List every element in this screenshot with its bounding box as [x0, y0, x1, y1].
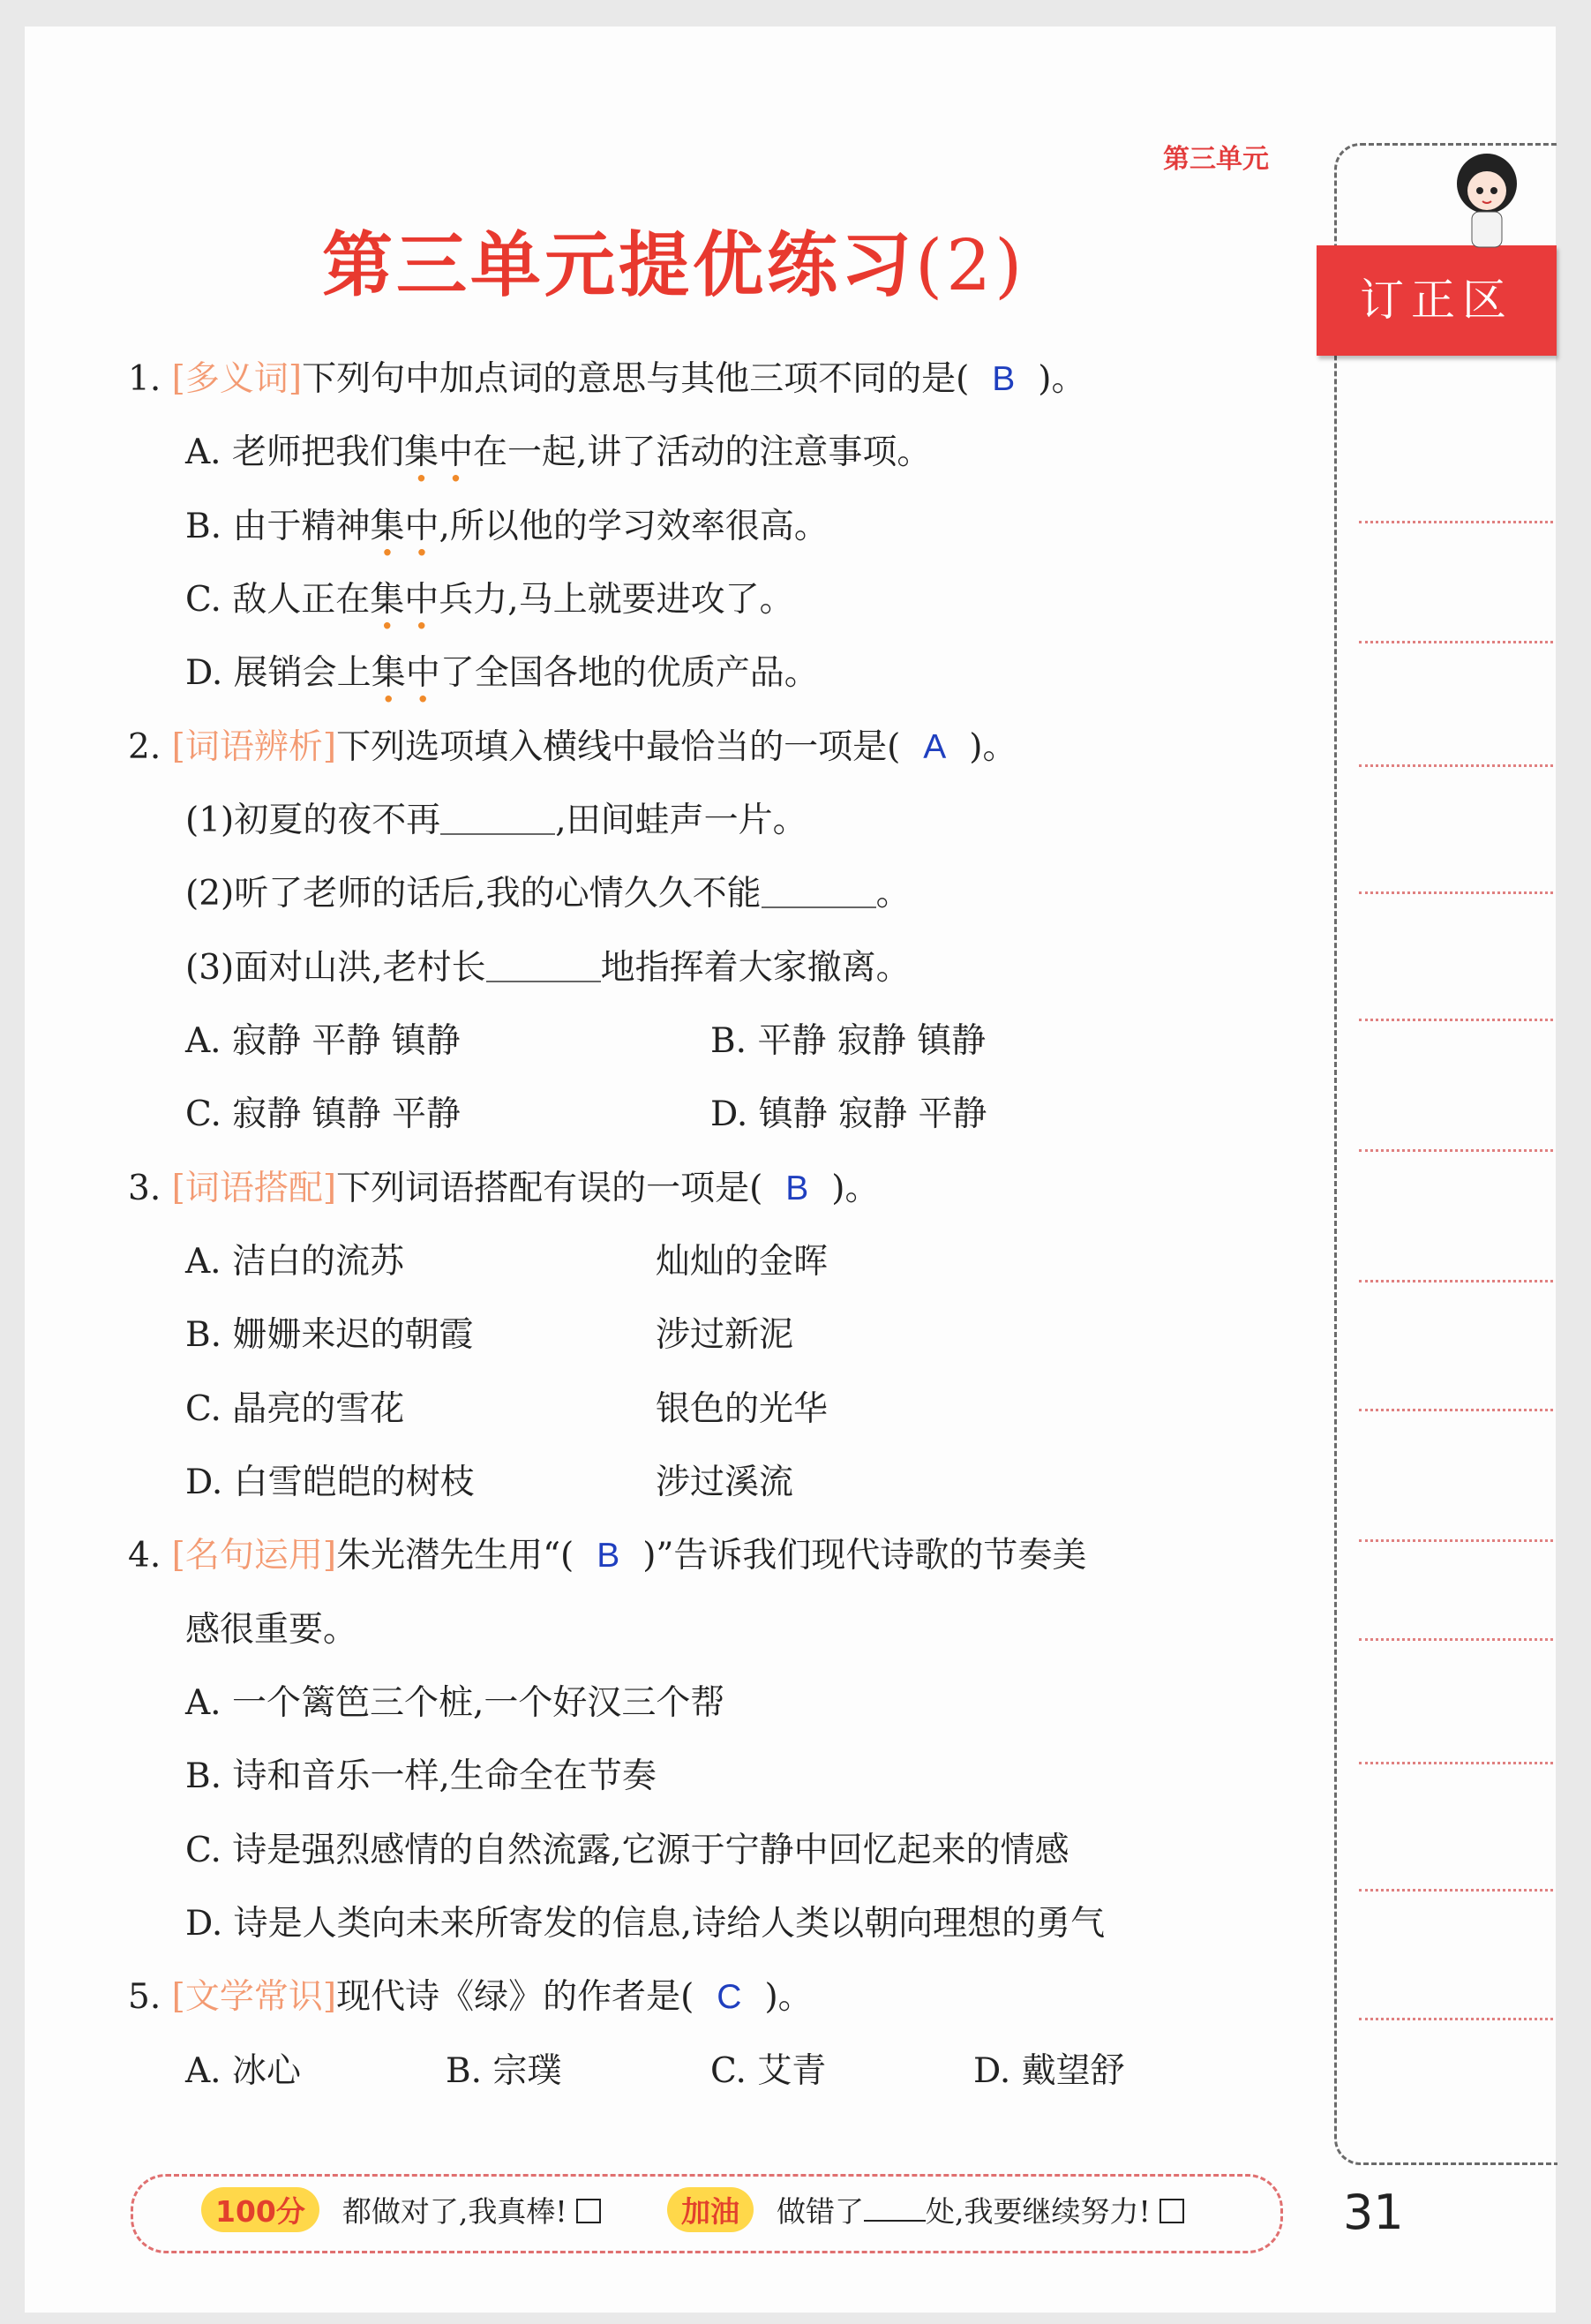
answer: A	[923, 728, 947, 766]
option: A. 寂静 平静 镇静	[185, 1021, 461, 1061]
option-pair: 银色的光华	[656, 1389, 829, 1429]
dotted-char: 集	[370, 507, 405, 546]
score-badge-icon: 100分	[201, 2187, 319, 2232]
question-4	[128, 1534, 1086, 1578]
question-stem: 现代诗《绿》的作者是(	[336, 1977, 694, 2017]
sentence-text: 。	[875, 874, 911, 914]
option-text: A. 老师把我们	[185, 432, 404, 472]
option: D. 镇静 寂静 平静	[710, 1094, 987, 1134]
option-pair: 涉过溪流	[656, 1463, 794, 1502]
blank-line	[440, 803, 555, 835]
option: B. 平静 寂静 镇静	[710, 1021, 987, 1061]
correction-line	[1359, 764, 1553, 767]
option: B. 诗和音乐一样,生命全在节奏	[185, 1756, 657, 1796]
question-tag: [文学常识]	[171, 1977, 337, 2017]
question-number: 1.	[128, 359, 161, 399]
question-end: )。	[969, 727, 1017, 767]
option-pair: 涉过新泥	[656, 1315, 794, 1355]
dotted-char: 中	[404, 507, 439, 546]
cartoon-girl-icon	[1447, 148, 1527, 254]
option	[185, 578, 794, 622]
answer: B	[785, 1170, 809, 1207]
option	[185, 651, 819, 696]
option: B. 宗璞	[446, 2051, 562, 2091]
self-check-text: 做错了	[777, 2194, 864, 2229]
question-3	[128, 1167, 880, 1211]
question-stem: 朱光潜先生用“(	[336, 1536, 574, 1576]
question-2	[128, 726, 1017, 770]
option	[185, 505, 829, 549]
option-text: 在一起,讲了活动的注意事项。	[473, 432, 932, 472]
question-end: )。	[831, 1169, 880, 1208]
correction-line	[1359, 1762, 1553, 1764]
option-text: B. 由于精神	[185, 507, 371, 546]
correction-line	[1359, 1638, 1553, 1641]
option: A. 一个篱笆三个桩,一个好汉三个帮	[185, 1683, 725, 1723]
question-end: )”告诉我们现代诗歌的节奏美	[642, 1536, 1087, 1576]
question-tag: [词语辨析]	[171, 727, 337, 767]
question-tag: [名句运用]	[171, 1536, 337, 1576]
self-check-correct	[201, 2187, 601, 2232]
sentence	[185, 946, 911, 990]
option: D. 白雪皑皑的树枝	[185, 1463, 475, 1502]
answer: B	[597, 1537, 620, 1575]
question-number: 5.	[128, 1977, 161, 2017]
title-number: (2)	[915, 224, 1026, 306]
checkbox[interactable]	[576, 2199, 601, 2223]
sentence-text: (3)面对山洪,老村长	[185, 948, 486, 988]
correction-line	[1359, 1019, 1553, 1021]
sentence-text: ,田间蛙声一片。	[555, 801, 807, 840]
option: A. 冰心	[185, 2051, 301, 2091]
self-check-wrong	[667, 2187, 1184, 2232]
page-number: 31	[1343, 2185, 1404, 2240]
correction-line	[1359, 1539, 1553, 1542]
option-text: 了全国各地的优质产品。	[439, 653, 819, 693]
option: C. 晶亮的雪花	[185, 1389, 405, 1429]
correction-area	[1334, 143, 1557, 2165]
page-title	[322, 208, 1025, 310]
question-number: 4.	[128, 1536, 161, 1576]
unit-label: 第三单元	[1163, 144, 1269, 175]
correction-line	[1359, 891, 1553, 894]
dotted-char: 集	[371, 653, 406, 693]
correction-line	[1359, 1280, 1553, 1282]
question-stem: 下列词语搭配有误的一项是(	[336, 1169, 763, 1208]
dotted-char: 中	[404, 580, 439, 620]
option: C. 艾青	[710, 2051, 827, 2091]
answer: C	[717, 1978, 742, 2016]
option-pair: 灿灿的金晖	[656, 1242, 829, 1282]
correction-line	[1359, 1889, 1553, 1892]
question-end: )。	[1038, 359, 1086, 399]
answer: B	[992, 360, 1016, 398]
self-check-text: 都做对了,我真棒!	[341, 2194, 567, 2229]
cheer-badge-icon: 加油	[667, 2187, 754, 2232]
question-5	[128, 1975, 813, 2019]
option-text: C. 敌人正在	[185, 580, 371, 620]
question-stem: 下列句中加点词的意思与其他三项不同的是(	[302, 359, 970, 399]
question-stem: 下列选项填入横线中最恰当的一项是(	[336, 727, 901, 767]
sentence-text: 地指挥着大家撤离。	[600, 948, 911, 988]
option-text: ,所以他的学习效率很高。	[439, 507, 829, 546]
sentence	[185, 799, 807, 843]
correction-line	[1359, 521, 1553, 523]
question-number: 2.	[128, 727, 161, 767]
title-text: 第三单元提优练习	[322, 224, 915, 306]
correction-line	[1359, 1409, 1553, 1411]
option: B. 姗姗来迟的朝霞	[185, 1315, 474, 1355]
sentence	[185, 872, 911, 916]
sentence-text: (1)初夏的夜不再	[185, 801, 441, 840]
option: A. 洁白的流苏	[185, 1242, 404, 1282]
question-tag: [多义词]	[171, 359, 303, 399]
correction-line	[1359, 1149, 1553, 1152]
correction-line	[1359, 641, 1553, 643]
option-text: D. 展销会上	[185, 653, 371, 693]
question-end: )。	[764, 1977, 813, 2017]
sentence-text: (2)听了老师的话后,我的心情久久不能	[185, 874, 762, 914]
self-check-text: 处,我要继续努力!	[926, 2194, 1151, 2229]
dotted-char: 中	[405, 653, 440, 693]
question-tag: [词语搭配]	[171, 1169, 337, 1208]
question-stem-cont: 感很重要。	[185, 1610, 358, 1650]
blank-line	[486, 951, 601, 982]
option: D. 诗是人类向未来所寄发的信息,诗给人类以朝向理想的勇气	[185, 1904, 1106, 1944]
question-number: 3.	[128, 1169, 161, 1208]
dotted-char: 集	[370, 580, 405, 620]
option: C. 寂静 镇静 平静	[185, 1094, 462, 1134]
blank-line	[762, 876, 876, 908]
checkbox[interactable]	[1159, 2199, 1184, 2223]
dotted-char: 中	[438, 432, 473, 472]
option-text: 兵力,马上就要进攻了。	[439, 580, 794, 620]
question-1	[128, 357, 1086, 402]
option: D. 戴望舒	[973, 2051, 1125, 2091]
option	[185, 431, 931, 475]
correction-tab: 订正区	[1317, 245, 1557, 356]
option: C. 诗是强烈感情的自然流露,它源于宁静中回忆起来的情感	[185, 1831, 1069, 1870]
correction-line	[1359, 2018, 1553, 2020]
dotted-char: 集	[403, 432, 439, 472]
blank-line[interactable]	[864, 2193, 926, 2222]
